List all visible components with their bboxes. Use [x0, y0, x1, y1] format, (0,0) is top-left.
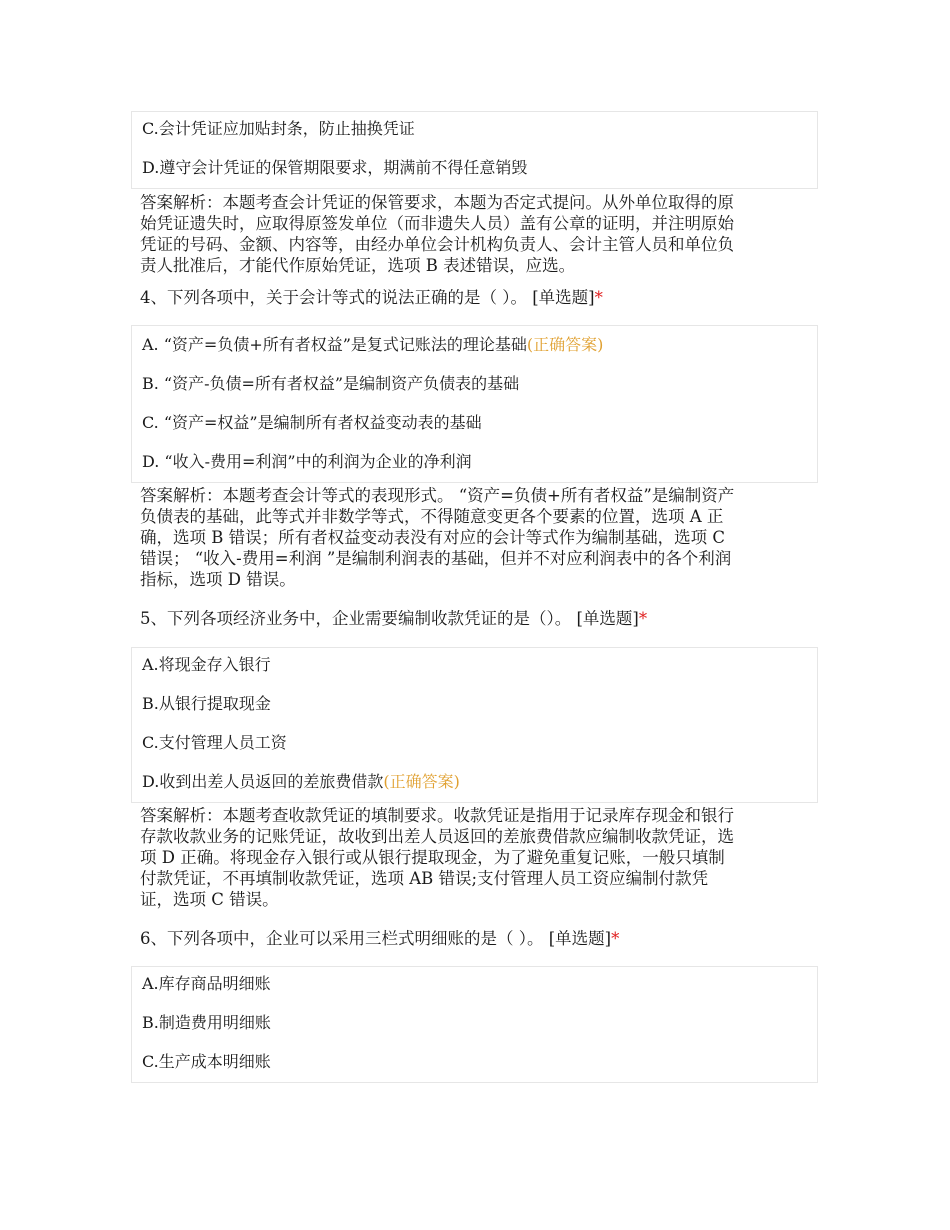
q5-option-a[interactable]: A.将现金存入银行 [142, 655, 271, 674]
q6-option-b[interactable]: B.制造费用明细账 [142, 1013, 271, 1032]
q5-question: 5、下列各项经济业务中，企业需要编制收款凭证的是（）。 [单选题]* [140, 609, 648, 628]
q6-question: 6、下列各项中，企业可以采用三栏式明细账的是（ ）。 [单选题]* [140, 929, 620, 948]
q5-options-box [131, 647, 818, 803]
q4-option-d[interactable]: D. “收入-费用=利润”中的利润为企业的净利润 [142, 452, 472, 471]
q3-option-d[interactable]: D.遵守会计凭证的保管期限要求，期满前不得任意销毁 [142, 158, 528, 177]
q5-analysis: 答案解析：本题考查收款凭证的填制要求。收款凭证是指用于记录库存现金和银行 存款收款业务的记账凭证，故收到出差人员返回的差旅费借款应编制收款凭证，选 项 D 正确。将现金存入银行或从银行提取现金，为了避免重复记账，一般只填制 付款凭证，不再填制收款凭证，选项 AB 错误;支付管理人员工资应编制付款凭 证，选项 C 错误。 [140, 806, 734, 909]
q4-option-a[interactable]: A. “资产=负债+所有者权益”是复式记账法的理论基础(正确答案) [142, 335, 604, 354]
q5-option-c[interactable]: C.支付管理人员工资 [142, 733, 287, 752]
q4-options-box [131, 325, 818, 483]
q4-question: 4、下列各项中，关于会计等式的说法正确的是（ ）。 [单选题]* [140, 288, 603, 307]
q4-option-b[interactable]: B. “资产-负债=所有者权益”是编制资产负债表的基础 [142, 374, 520, 393]
required-asterisk: * [638, 609, 648, 628]
q6-option-c[interactable]: C.生产成本明细账 [142, 1052, 271, 1071]
q6-options-box [131, 966, 818, 1083]
required-asterisk: * [594, 288, 603, 307]
q3-option-c[interactable]: C.会计凭证应加贴封条，防止抽换凭证 [142, 119, 415, 138]
required-asterisk: * [611, 929, 620, 948]
q3-analysis: 答案解析：本题考查会计凭证的保管要求，本题为否定式提问。从外单位取得的原 始凭证遗失时，应取得原签发单位（而非遗失人员）盖有公章的证明，并注明原始 凭证的号码、金额、内容等，由经办单位会计机构负责人、会计主管人员和单位负 责人批准后，才能代作原始凭证，选项 B 表述错误，应选。 [140, 193, 734, 275]
q4-option-c[interactable]: C. “资产=权益”是编制所有者权益变动表的基础 [142, 413, 482, 432]
q3-options-box [131, 111, 818, 189]
q5-option-b[interactable]: B.从银行提取现金 [142, 694, 271, 713]
correct-answer-tag: (正确答案) [526, 335, 604, 354]
correct-answer-tag: (正确答案) [383, 772, 460, 791]
q5-option-d[interactable]: D.收到出差人员返回的差旅费借款(正确答案) [142, 772, 460, 791]
q4-analysis: 答案解析：本题考查会计等式的表现形式。 “资产=负债+所有者权益”是编制资产 负债表的基础，此等式并非数学等式，不得随意变更各个要素的位置，选项 A 正 确，选项 B 错误；所有者权益变动表没有对应的会计等式作为编制基础，选项 C 错误； “收入-费用=利润 ”是编制利润表的基础，但并不对应利润表中的各个利润 指标，选项 D 错误。 [140, 486, 735, 589]
q6-option-a[interactable]: A.库存商品明细账 [142, 974, 271, 993]
